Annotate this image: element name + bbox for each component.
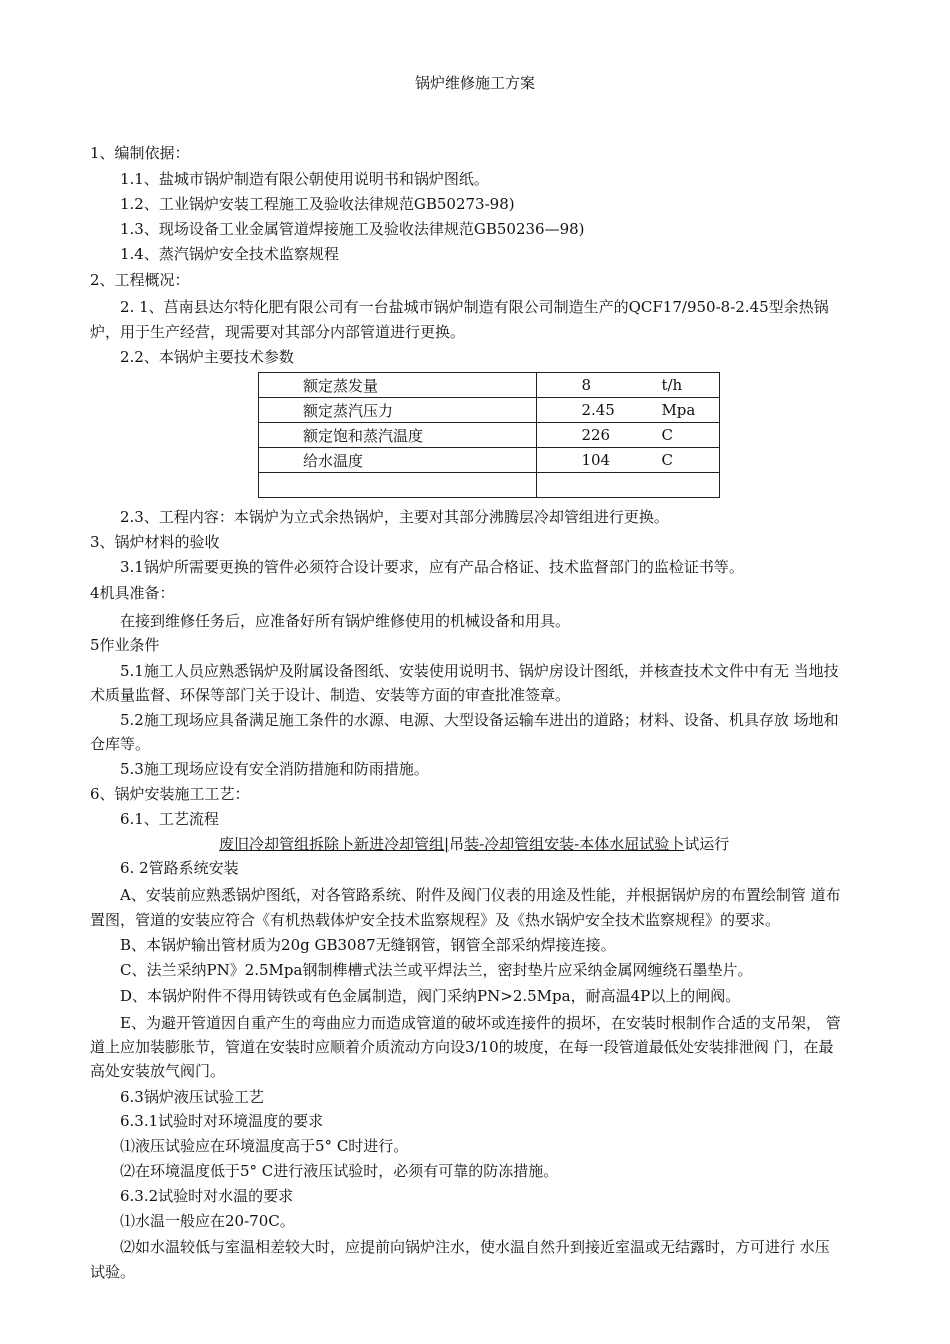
- section-6-subheading: 6.3.2试验时对水温的要求: [120, 1187, 294, 1205]
- section-6-subheading: 6. 2管路系统安装: [120, 859, 239, 877]
- param-value-cell: 2.45: [537, 398, 662, 423]
- section-5-para-line: 5.1施工人员应熟悉锅炉及附属设备图纸、安装使用说明书、锅炉房设计图纸，并核查技术文件中有无 当地技: [120, 662, 839, 680]
- section-6-heading: 6、锅炉安装施工工艺：: [90, 785, 250, 803]
- param-value-cell: 104: [537, 448, 662, 473]
- table-row: [259, 398, 720, 423]
- section-6-para: ⑵在环境温度低于5° C进行液压试验时，必须有可靠的防冻措施。: [120, 1162, 559, 1180]
- section-6-para: C、法兰采纳PN》2.5Mpa钢制榫槽式法兰或平焊法兰，密封垫片应采纳金属网缠绕石墨垫片。: [120, 961, 753, 979]
- param-value-cell: [537, 473, 662, 498]
- table-row: [259, 473, 720, 498]
- section-5-para: 5.3施工现场应设有安全消防措施和防雨措施。: [120, 760, 429, 778]
- document-title: 锅炉维修施工方案: [414, 74, 535, 92]
- section-1-item: 1.3、现场设备工业金属管道焊接施工及验收法律规范GB50236—98): [120, 220, 585, 238]
- section-5-para-line: 5.2施工现场应具备满足施工条件的水源、电源、大型设备运输车进出的道路；材料、设备、机具存放 场地和: [120, 711, 839, 729]
- param-value-cell: 8: [537, 373, 662, 398]
- param-name-cell: 额定饱和蒸汽温度: [259, 423, 537, 448]
- section-1-item: 1.4、蒸汽锅炉安全技术监察规程: [120, 245, 339, 263]
- param-unit-cell: t/h: [661, 373, 719, 398]
- param-unit-cell: C: [661, 448, 719, 473]
- param-unit-cell: Mpa: [661, 398, 719, 423]
- param-name-cell: [259, 473, 537, 498]
- process-flow-step: 废旧冷却管组拆除卜新进冷却管组|: [219, 835, 450, 853]
- section-6-subheading: 6.3锅炉液压试验工艺: [120, 1088, 264, 1106]
- section-1-item: 1.2、工业锅炉安装工程施工及验收法律规范GB50273-98): [120, 195, 515, 213]
- section-2-para: 2.2、本锅炉主要技术参数: [120, 348, 294, 366]
- section-6-para-line: E、为避开管道因自重产生的弯曲应力而造成管道的破坏或连接件的损坏，在安装时根制作合适的支吊架， 管: [120, 1014, 841, 1032]
- section-1-heading: 1、编制依据：: [90, 144, 190, 162]
- param-unit-cell: [661, 473, 719, 498]
- param-value-cell: 226: [537, 423, 662, 448]
- section-6-para: B、本锅炉输出管材质为20g GB3087无缝钢管，钢管全部采纳焊接连接。: [120, 936, 616, 954]
- section-2-para: 2.3、工程内容：本锅炉为立式余热锅炉，主要对其部分沸腾层冷却管组进行更换。: [120, 508, 669, 526]
- section-5-para-line: 仓库等。: [90, 735, 151, 753]
- section-3-para: 3.1锅炉所需要更换的管件必须符合设计要求，应有产品合格证、技术监督部门的监检证书等。: [120, 558, 744, 576]
- section-1-item: 1.1、盐城市锅炉制造有限公朝使用说明书和锅炉图纸。: [120, 170, 489, 188]
- section-5-heading: 5作业条件: [90, 636, 160, 654]
- process-flow-step: 装-冷却管组安装-本体水屈试验卜: [464, 835, 685, 853]
- process-flow-step: 试运行: [684, 835, 730, 853]
- section-2-para-line: 炉，用于生产经营，现需要对其部分内部管道进行更换。: [90, 323, 466, 341]
- table-row: [259, 423, 720, 448]
- section-6-subheading: 6.3.1试验时对环境温度的要求: [120, 1112, 324, 1130]
- section-6-para-line: A、安装前应熟悉锅炉图纸，对各管路系统、附件及阀门仪表的用途及性能，并根据锅炉房的布置绘制管 道布: [120, 886, 841, 904]
- section-6-para: ⑴液压试验应在环境温度高于5° C时进行。: [120, 1137, 409, 1155]
- table-row: [259, 448, 720, 473]
- boiler-parameters-table: [258, 372, 720, 498]
- param-name-cell: 给水温度: [259, 448, 537, 473]
- table-row: [259, 373, 720, 398]
- section-6-subheading: 6.1、工艺流程: [120, 810, 219, 828]
- section-4-para: 在接到维修任务后，应准备好所有锅炉维修使用的机械设备和用具。: [120, 612, 571, 630]
- param-unit-cell: C: [661, 423, 719, 448]
- section-2-para-line: 2. 1、莒南县达尔特化肥有限公司有一台盐城市锅炉制造有限公司制造生产的QCF17/950-8-2.45型余热锅: [120, 298, 829, 316]
- section-3-heading: 3、锅炉材料的验收: [90, 533, 220, 551]
- param-name-cell: 额定蒸发量: [259, 373, 537, 398]
- section-4-heading: 4机具准备：: [90, 584, 175, 602]
- section-5-para-line: 术质量监督、环保等部门关于设计、制造、安装等方面的审查批准签章。: [90, 686, 571, 704]
- section-2-heading: 2、工程概况：: [90, 271, 190, 289]
- section-6-para-line: 试验。: [90, 1263, 136, 1281]
- section-6-para-line: ⑵如水温较低与室温相差较大时，应提前向锅炉注水，使水温自然升到接近室温或无结露时，方可进行 水压: [120, 1238, 830, 1256]
- section-6-para: D、本锅炉附件不得用铸铁或有色金属制造，阀门采纳PN>2.5Mpa，耐高温4P以上的闸阀。: [120, 987, 741, 1005]
- section-6-para: ⑴水温一般应在20-70C。: [120, 1212, 295, 1230]
- process-flow-line: [219, 833, 729, 854]
- section-6-para-line: 高处安装放气阀门。: [90, 1062, 226, 1080]
- process-flow-step: 吊: [449, 835, 465, 853]
- param-name-cell: 额定蒸汽压力: [259, 398, 537, 423]
- section-6-para-line: 置图，管道的安装应符合《有机热载体炉安全技术监察规程》及《热水锅炉安全技术监察规程》的要求。: [90, 911, 781, 929]
- section-6-para-line: 道上应加装膨胀节，管道在安装时应顺着介质流动方向设3/10的坡度，在每一段管道最低处安装排泄阀 门，在最: [90, 1038, 834, 1056]
